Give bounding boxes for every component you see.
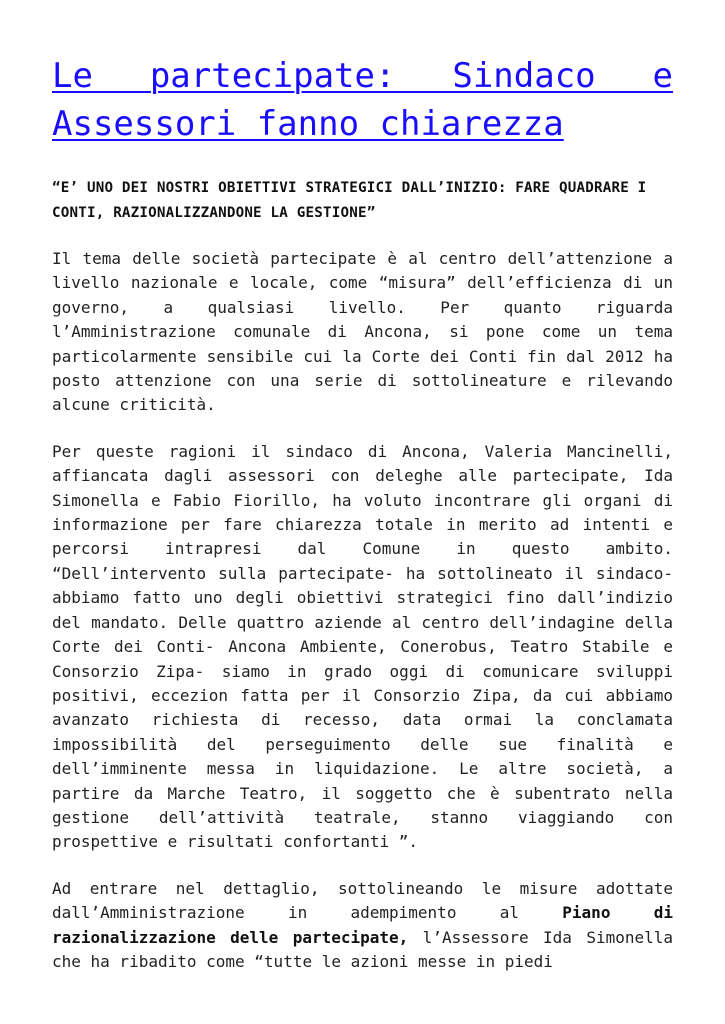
article-title-link[interactable]: Le partecipate: Sindaco e Assessori fanno chiarezza bbox=[52, 56, 673, 144]
article-subtitle: “E’ UNO DEI NOSTRI OBIETTIVI STRATEGICI DALL’INIZIO: FARE QUADRARE I CONTI, RAZIONALIZZANDONE LA GESTIONE” bbox=[52, 180, 647, 221]
article-title bbox=[52, 52, 673, 148]
plan-name-bold: Piano di razionalizzazione delle partecipate, bbox=[52, 903, 673, 947]
article bbox=[52, 52, 673, 974]
paragraph-3-rest: l’Assessore Ida Simonella che ha ribadito come “tutte le azioni messe in piedi bbox=[52, 927, 674, 971]
paragraph-3 bbox=[52, 877, 673, 975]
paragraph-1: Il tema delle società partecipate è al centro dell’attenzione a livello nazionale e locale, come “misura” dell’efficienza di un governo, a qualsiasi livello. Per quanto riguarda l’Amministrazione comunale di Ancona, si pone come un tema particolarmente sensibile cui la Corte dei Conti fin dal 2012 ha posto attenzione con una serie di sottolineature e rilevando alcune criticità. bbox=[52, 249, 673, 415]
paragraph-2: Per queste ragioni il sindaco di Ancona, Valeria Mancinelli, affiancata dagli assessori con deleghe alle partecipate, Ida Simonella e Fabio Fiorillo, ha voluto incontrare gli organi di informazione per fare chiarezza totale in merito ad intenti e percorsi intrapresi dal Comune in questo ambito. “Dell’intervento sulla partecipate- ha sottolineato il sindaco- abbiamo fatto uno degli obiettivi strategici fino dall’indizio del mandato. Delle quattro aziende al centro dell’indagine della Corte dei Conti- Ancona Ambiente, Conerobus, Teatro Stabile e Consorzio Zipa- siamo in grado oggi di comunicare sviluppi positivi, eccezion fatta per il Consorzio Zipa, da cui abbiamo avanzato richiesta di recesso, data ormai la conclamata impossibilità del perseguimento delle sue finalità e dell’imminente messa in liquidazione. Le altre società, a partire da Marche Teatro, il soggetto che è subentrato nella gestione dell’attività teatrale, stanno viaggiando con prospettive e risultati confortanti ”. bbox=[52, 441, 673, 852]
paragraph-3-intro: Ad entrare nel dettaglio, sottolineando le misure adottate dall’Amministrazione in adempimento al bbox=[52, 878, 673, 923]
